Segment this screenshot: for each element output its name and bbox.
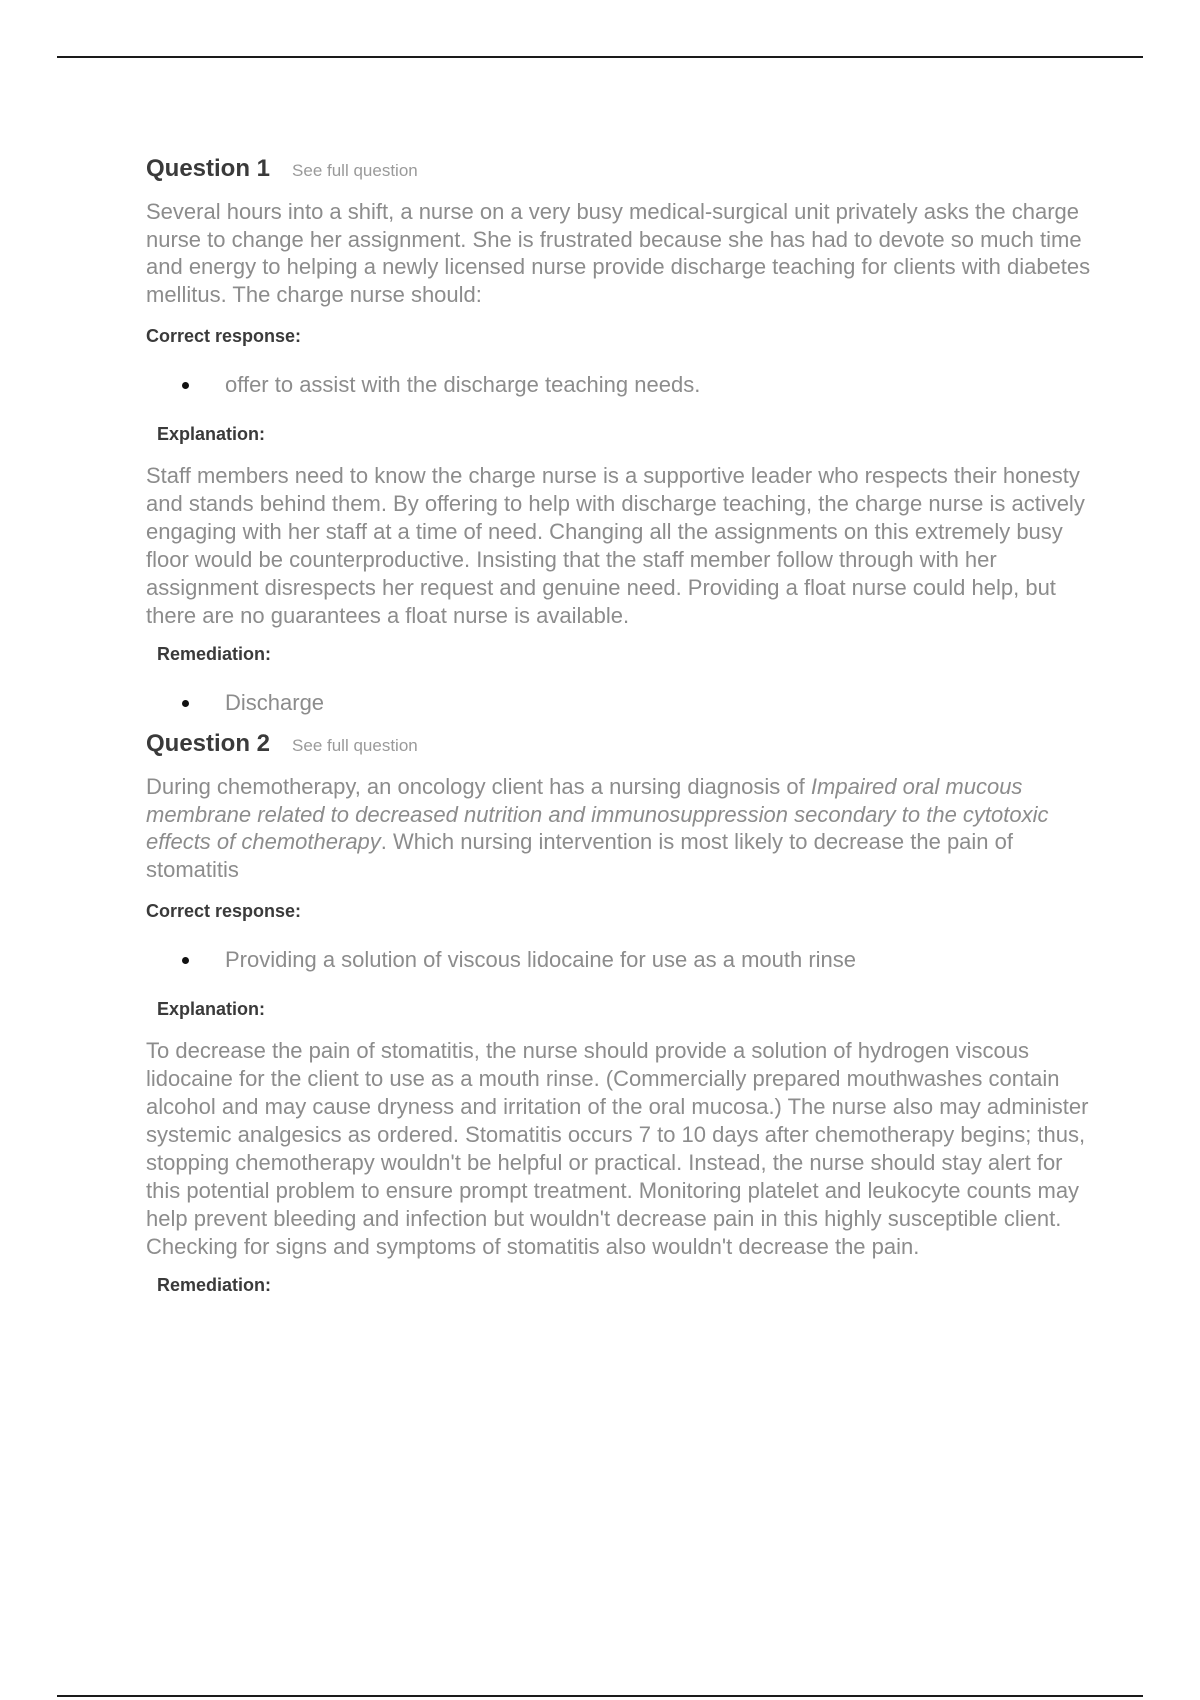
list-item <box>146 689 1091 717</box>
correct-answer-text: Providing a solution of viscous lidocaine for use as a mouth rinse <box>225 947 857 972</box>
bullet-icon <box>182 382 189 389</box>
list-item <box>146 946 1091 974</box>
question-header <box>146 730 1091 758</box>
correct-response-label: Correct response: <box>146 901 302 921</box>
question-text-end: . Which nursing intervention is most likely to decrease the pain of stomatitis <box>146 829 1013 882</box>
top-rule <box>57 56 1143 58</box>
question-header <box>146 155 1091 183</box>
see-full-question-link[interactable]: See full question <box>292 161 418 180</box>
question-text-start: During chemotherapy, an oncology client has a nursing diagnosis of <box>146 774 811 799</box>
correct-answer-text: offer to assist with the discharge teaching needs. <box>225 372 701 397</box>
remediation-list <box>146 689 1091 717</box>
see-full-question-link[interactable]: See full question <box>292 736 418 755</box>
document-content <box>146 155 1091 1296</box>
question-1 <box>146 155 1091 717</box>
question-title: Question 2 <box>146 730 271 757</box>
question-title: Question 1 <box>146 155 271 182</box>
list-item <box>146 371 1091 399</box>
bottom-rule <box>57 1695 1143 1697</box>
remediation-text: Discharge <box>225 690 325 715</box>
explanation-text: Staff members need to know the charge nurse is a supportive leader who respects their honesty and stands behind them. By offering to help with discharge teaching, the charge nurse is actively engaging with her staff at a time of need. Changing all the assignments on this extremely busy floor would be counterproductive. Insisting that the staff member follow through with her assignment disrespects her request and genuine need. Providing a float nurse could help, but there are no guarantees a float nurse is available. <box>146 463 1085 628</box>
remediation-label: Remediation: <box>157 644 272 664</box>
question-2 <box>146 730 1091 1296</box>
question-text: Several hours into a shift, a nurse on a very busy medical-surgical unit privately asks the charge nurse to change her assignment. She is frustrated because she has had to devote so much time and energy to helping a newly licensed nurse provide discharge teaching for clients with diabetes mellitus. The charge nurse should: <box>146 199 1091 307</box>
question-text <box>146 773 1091 883</box>
explanation-label: Explanation: <box>157 424 266 444</box>
remediation-label: Remediation: <box>157 1275 272 1295</box>
bullet-icon <box>182 700 189 707</box>
explanation-text: To decrease the pain of stomatitis, the nurse should provide a solution of hydrogen viscous lidocaine for the client to use as a mouth rinse. (Commercially prepared mouthwashes contain alcohol and may cause dryness and irritation of the oral mucosa.) The nurse also may administer systemic analgesics as ordered. Stomatitis occurs 7 to 10 days after chemotherapy begins; thus, stopping chemotherapy wouldn't be helpful or practical. Instead, the nurse should stay alert for this potential problem to ensure prompt treatment. Monitoring platelet and leukocyte counts may help prevent bleeding and infection but wouldn't decrease pain in this highly susceptible client. Checking for signs and symptoms of stomatitis also wouldn't decrease the pain. <box>146 1038 1089 1259</box>
bullet-icon <box>182 957 189 964</box>
explanation-label: Explanation: <box>157 999 266 1019</box>
correct-response-list <box>146 371 1091 399</box>
nursing-diagnosis-text: Impaired oral mucous membrane related to decreased nutrition and immunosuppression secondary to the cytotoxic effects of chemotherapy <box>146 774 1049 854</box>
correct-response-list <box>146 946 1091 974</box>
correct-response-label: Correct response: <box>146 326 302 346</box>
